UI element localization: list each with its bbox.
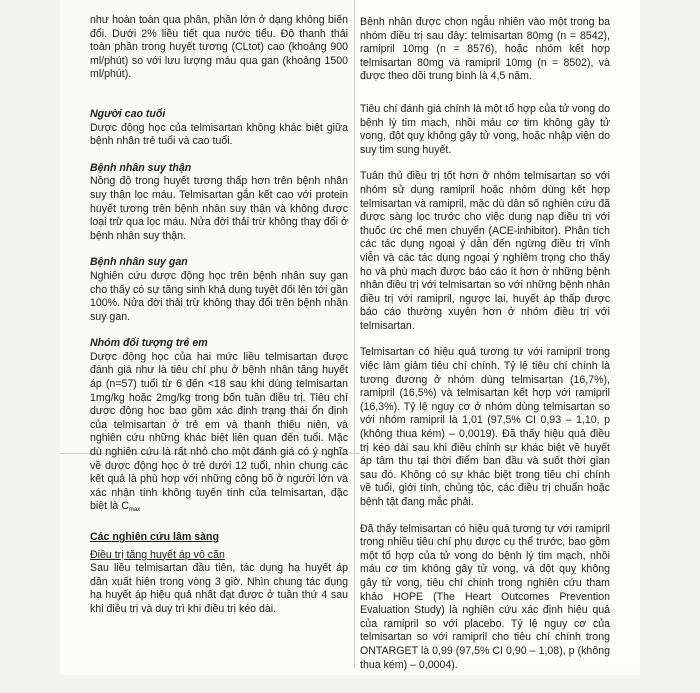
elderly-heading: Người cao tuổi (90, 107, 166, 120)
ontarget-design-paragraph: Bệnh nhân được chọn ngẫu nhiên vào một trong ba nhóm điều trị sau đây: telmisartan 80mg (n = 8542), ramipril 10mg (n = 8576), hoặc nhóm kết hợp telmisartan 80mg và ramipril 10mg (n = 8502), và được theo dõi trung bình là 4,5 năm. (360, 16, 610, 83)
compliance-paragraph: Tuân thủ điều trị tốt hơn ở nhóm telmisartan so với nhóm sử dụng ramipril hoặc nhóm dùng kết hợp telmisartan và ramipril, mặc dù dân số nghiên cứu đã được sàng lọc trước cho việc dung nạp điều trị với thuốc ức chế men chuyển (ACE-inhibitor). Phân tích các tác dụng ngoại ý dẫn đến ngừng điều trị vĩnh viễn và các tác dụng ngoại ý nghiêm trọng cho thấy ho và phù mạch được báo cáo ít hơn ở những bệnh nhân điều trị với telmisartan so với những bệnh nhân điều trị với ramipril, ngược lại, huyết áp thấp được báo cáo thường xuyên hơn ở nhóm điều trị với telmisartan. (360, 170, 610, 332)
elderly-paragraph: Dược động học của telmisartan không khác biệt giữa bệnh nhân trẻ tuổi và cao tuổi. (90, 121, 348, 148)
clinical-paragraph: Sau liều telmisartan đầu tiên, tác dụng hạ huyết áp dần xuất hiện trong vòng 3 giờ. Nhìn chung tác dụng hạ huyết áp hiệu quả nhất đạt được ở tuần thứ 4 sau khi điều trị và duy trì khi điều trị kéo dài. (90, 562, 348, 615)
pediatric-paragraph (90, 351, 348, 518)
renal-heading: Bệnh nhân suy thận (90, 161, 192, 174)
pediatric-text: Dược động học của hai mức liều telmisartan được đánh giá như là tiêu chí phụ ở bệnh nhân tăng huyết áp (n=57) tuổi từ 6 đến <18 sau khi dùng telmisartan 1mg/kg hoặc 2mg/kg trong bốn tuần điều trị. Tiêu chí dược động học bao gồm xác định trạng thái ổn định của telmisartan ở trẻ em và thanh thiếu niên, và nghiên cứu những khác biệt liên quan đến tuổi. Mặc dù nghiên cứu là rất nhỏ cho một đánh giá có ý nghĩa về dược động học ở trẻ dưới 12 tuổi, nhìn chung các kết quả là phù hợp với những công bố ở người lớn và xác nhận tính không tuyến tính của telmisartan, đặc biệt là C (90, 350, 348, 513)
cmax-subscript: max (128, 507, 141, 514)
primary-endpoint-paragraph: Tiêu chí đánh giá chính là một tổ hợp của tử vong do bệnh lý tim mạch, nhồi máu cơ tim không gây tử vong, đột quỵ không gây tử vong, hoặc nhập viện do suy tim sung huyết. (360, 102, 610, 156)
hepatic-paragraph: Nghiên cứu dược động học trên bệnh nhân suy gan cho thấy có sự tăng sinh khả dụng tuyệt đối lên tới gần 100%. Nửa đời thải trừ không thay đổi trên bệnh nhân suy gan. (90, 269, 348, 323)
left-column (90, 14, 348, 630)
intro-paragraph: như hoàn toàn qua phân, phần lớn ở dạng không biến đổi. Dưới 2% liều tiết qua nước tiểu. Độ thanh thải toàn phần trong huyết tương (CLtot) cao (khoảng 900 ml/phút) so với lưu lượng máu qua gan (khoảng 1500 ml/phút). (90, 14, 348, 81)
pediatric-heading: Nhóm đối tượng trẻ em (90, 337, 208, 350)
secondary-endpoint-paragraph: Đã thấy telmisartan có hiệu quả tương tự với ramipril trong nhiều tiêu chí phụ được cụ thể trước, bao gồm một tổ hợp của tử vong do bệnh lý tim mạch, nhồi máu cơ tim không gây tử vong, và đột quỵ không gây tử vong, tiêu chí chính trong nghiên cứu tham khảo HOPE (The Heart Outcomes Prevention Evaluation Study) là nghiên cứu xác định hiệu quả của ramipril so với placebo. Tỷ lệ nguy cơ của telmisartan so với ramipril cho tiêu chí chính trong ONTARGET là 0,99 (97,5% CI 0,90 – 1,08), p (không thua kém) – 0,0004). (360, 522, 610, 671)
hepatic-heading: Bệnh nhân suy gan (90, 256, 188, 269)
right-column (360, 16, 610, 685)
renal-paragraph: Nồng độ trong huyết tương thấp hơn trên bệnh nhân suy thận lọc máu. Telmisartan gắn kết cao với protein huyết tương trên bệnh nhân suy thận và không được loại trừ qua lọc máu. Nửa đời thải trừ không thay đổi ở bệnh nhân suy thận. (90, 175, 348, 242)
efficacy-paragraph: Telmisartan có hiệu quả tương tự với ramipril trong việc làm giảm tiêu chí chính. Tỷ lệ tiêu chí chính là tương đương ở nhóm dùng telmisartan (16,7%), ramipril (16,5%) và telmisartan kết hợp với ramipril (16,3%). Tỷ lệ nguy cơ ở nhóm dùng telmisartan so với nhóm ramipril là 1,01 (97,5% CI 0,93 – 1,10, p (không thua kém) – 0,0019). Đã thấy hiệu quả điều trị kéo dài sau khi điều chỉnh sự khác biệt về huyết áp tâm thu tại thời điểm ban đầu và suốt thời gian sau đó. Không có sự khác biệt trong tiêu chí chính về tuổi, giới tính, chủng tộc, các điều trị chuẩn hoặc bệnh tật đang mắc phải. (360, 346, 610, 508)
clinical-heading: Các nghiên cứu lâm sàng (90, 531, 219, 543)
clinical-subheading: Điều trị tăng huyết áp vô căn (90, 548, 225, 561)
